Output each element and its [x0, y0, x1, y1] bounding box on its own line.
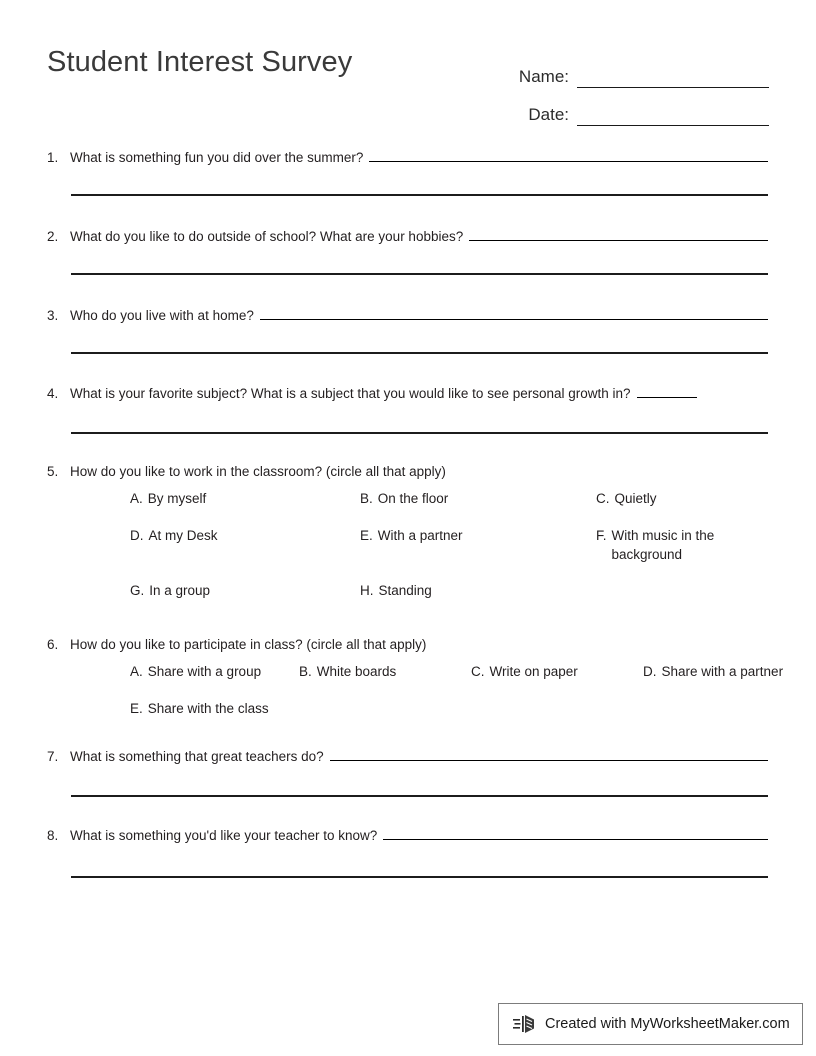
question-5-option-a[interactable]: [130, 489, 280, 508]
question-4-answer-line-1[interactable]: [637, 384, 697, 398]
question-5-option-a-label: By myself: [147, 491, 207, 506]
question-2: [47, 227, 768, 246]
question-5-option-b-label: On the floor: [377, 491, 449, 506]
question-5-option-f-label: With music in the background: [611, 528, 715, 562]
date-label: Date:: [528, 105, 569, 124]
question-5-option-h[interactable]: [360, 581, 510, 600]
question-3-head: [47, 306, 768, 325]
worksheet-maker-logo-icon: [513, 1012, 539, 1036]
question-6-option-b-label: White boards: [316, 664, 397, 679]
question-6-option-a[interactable]: [130, 662, 295, 681]
question-5-option-d-label: At my Desk: [148, 528, 218, 543]
question-8-head: [47, 826, 768, 845]
question-7-answer-line-2[interactable]: [71, 795, 768, 797]
question-1-answer-line-1[interactable]: [369, 148, 768, 162]
question-3-number: 3.: [47, 308, 59, 323]
question-4-text: What is your favorite subject? What is a subject that you would like to see personal growth in?: [70, 386, 631, 401]
question-4-head: [47, 384, 768, 403]
question-7-text: What is something that great teachers do?: [70, 749, 324, 764]
question-5-options: [118, 489, 768, 609]
question-6-option-b[interactable]: [299, 662, 464, 681]
question-6-option-d-label: Share with a partner: [661, 664, 784, 679]
question-5-option-d-letter: D.: [130, 528, 144, 543]
question-3-answer-line-2[interactable]: [71, 352, 768, 354]
question-6-option-e-label: Share with the class: [147, 701, 269, 716]
question-6-option-c-letter: C.: [471, 664, 485, 679]
question-1-text: What is something fun you did over the summer?: [70, 150, 364, 165]
question-6-options: [118, 662, 784, 726]
name-date-block: [494, 50, 769, 126]
question-2-head: [47, 227, 768, 246]
name-label: Name:: [518, 67, 569, 86]
question-6-option-c[interactable]: [471, 662, 636, 681]
question-5-number: 5.: [47, 464, 59, 479]
question-5-option-f-letter: F.: [596, 528, 607, 543]
question-5: [47, 463, 768, 598]
question-8-number: 8.: [47, 828, 59, 843]
question-2-answer-line-1[interactable]: [469, 227, 768, 241]
question-5-head: [47, 463, 768, 481]
created-with-badge-text: Created with MyWorksheetMaker.com: [545, 1016, 790, 1032]
question-6-number: 6.: [47, 637, 59, 652]
question-5-option-g[interactable]: [130, 581, 280, 600]
question-2-answer-line-2[interactable]: [71, 273, 768, 275]
question-5-option-g-letter: G.: [130, 583, 145, 598]
question-5-option-h-letter: H.: [360, 583, 374, 598]
question-2-number: 2.: [47, 229, 59, 244]
question-6-option-c-label: Write on paper: [489, 664, 578, 679]
question-5-option-c-label: Quietly: [614, 491, 657, 506]
question-2-text: What do you like to do outside of school? What are your hobbies?: [70, 229, 464, 244]
name-field-row: [494, 50, 769, 88]
question-3-answer-line-1[interactable]: [260, 306, 768, 320]
question-5-option-e[interactable]: [360, 526, 510, 545]
date-input-line[interactable]: [577, 105, 769, 126]
question-1-number: 1.: [47, 150, 59, 165]
question-5-option-g-label: In a group: [149, 583, 211, 598]
question-8-answer-line-2[interactable]: [71, 876, 768, 878]
question-3: [47, 306, 768, 325]
question-6-head: [47, 636, 768, 654]
question-5-option-c[interactable]: [596, 489, 746, 508]
question-7-head: [47, 747, 768, 766]
question-8-text: What is something you'd like your teacher to know?: [70, 828, 378, 843]
question-5-option-h-label: Standing: [378, 583, 432, 598]
question-6-option-e[interactable]: [130, 699, 310, 718]
question-5-option-d[interactable]: [130, 526, 280, 545]
question-5-option-f[interactable]: [596, 526, 724, 564]
question-8: [47, 826, 768, 845]
question-5-option-b-letter: B.: [360, 491, 373, 506]
question-8-answer-line-1[interactable]: [383, 826, 768, 840]
question-1-answer-line-2[interactable]: [71, 194, 768, 196]
question-5-option-a-letter: A.: [130, 491, 143, 506]
question-6-option-a-letter: A.: [130, 664, 143, 679]
question-6-option-e-letter: E.: [130, 701, 143, 716]
worksheet-header: [47, 46, 769, 124]
question-5-option-b[interactable]: [360, 489, 510, 508]
question-7-answer-line-1[interactable]: [330, 747, 768, 761]
created-with-badge[interactable]: [498, 1003, 803, 1045]
question-6-option-d-letter: D.: [643, 664, 657, 679]
question-6: [47, 636, 784, 716]
question-6-option-b-letter: B.: [299, 664, 312, 679]
question-6-option-d[interactable]: [643, 662, 816, 681]
page-title: Student Interest Survey: [47, 46, 353, 78]
question-4-answer-line-2[interactable]: [71, 432, 768, 434]
question-4-number: 4.: [47, 386, 59, 401]
name-input-line[interactable]: [577, 67, 769, 88]
date-field-row: [494, 88, 769, 126]
question-5-option-e-letter: E.: [360, 528, 373, 543]
question-1-head: [47, 148, 768, 167]
question-6-option-a-label: Share with a group: [147, 664, 262, 679]
question-7: [47, 747, 768, 766]
question-5-option-e-label: With a partner: [377, 528, 463, 543]
question-4: [47, 384, 768, 403]
question-5-option-c-letter: C.: [596, 491, 610, 506]
question-7-number: 7.: [47, 749, 59, 764]
question-1: [47, 148, 768, 167]
question-3-text: Who do you live with at home?: [70, 308, 254, 323]
question-5-text: How do you like to work in the classroom? (circle all that apply): [70, 464, 446, 479]
question-6-text: How do you like to participate in class? (circle all that apply): [70, 637, 427, 652]
